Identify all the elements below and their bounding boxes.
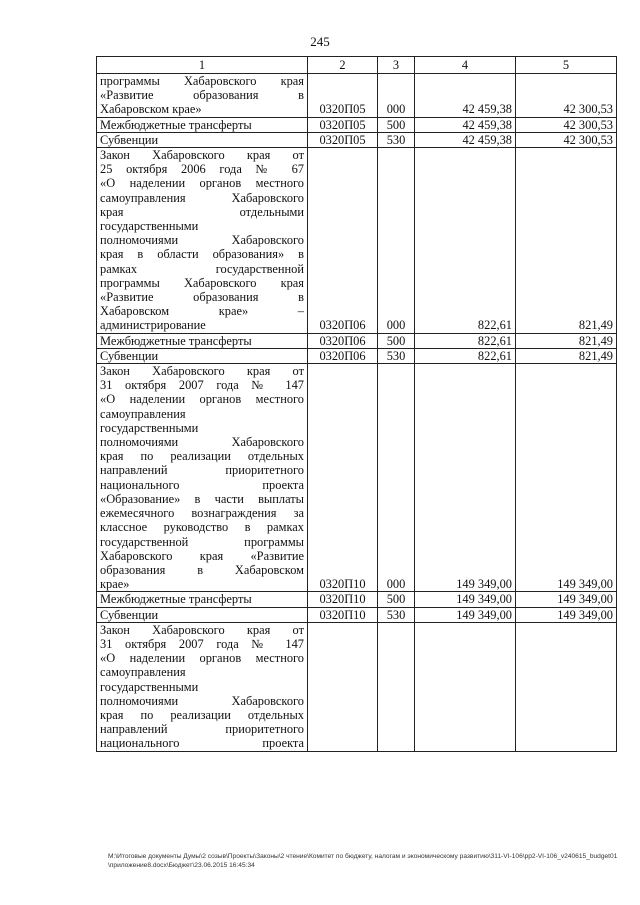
table-header-row xyxy=(97,57,617,74)
row-name-line: края по реализации отдельных xyxy=(100,449,304,464)
row-sum-col5-cell: 821,49 xyxy=(516,148,617,334)
table-row xyxy=(97,132,617,147)
row-name-cell xyxy=(97,592,308,607)
row-name-line: Закон Хабаровского края от xyxy=(100,148,304,163)
row-sum-col5-cell: 42 300,53 xyxy=(516,117,617,132)
row-sum-col5-cell: 149 349,00 xyxy=(516,607,617,622)
row-name-line: национального проекта xyxy=(100,736,304,751)
row-name-cell xyxy=(97,348,308,363)
table-row xyxy=(97,622,617,751)
row-name-cell xyxy=(97,622,308,751)
row-name-line: администрирование xyxy=(100,318,206,333)
row-name-line: самоуправления Хабаровского xyxy=(100,190,304,205)
row-type-cell: 000 xyxy=(378,74,415,118)
row-name-line: классное руководство в рамках xyxy=(100,520,304,535)
row-type-cell xyxy=(378,622,415,751)
row-name-cell xyxy=(97,132,308,147)
row-name-line: Закон Хабаровского края от xyxy=(100,364,304,379)
row-name-line: Субвенции xyxy=(100,132,159,147)
row-sum-col4-cell: 42 459,38 xyxy=(415,117,516,132)
row-name-line: «О наделении органов местного xyxy=(100,651,304,666)
row-name-line: «О наделении органов местного xyxy=(100,392,304,407)
table-row xyxy=(97,607,617,622)
row-code-cell xyxy=(308,622,378,751)
row-name-line: государственными xyxy=(100,219,199,234)
row-code-cell: 0320П06 xyxy=(308,348,378,363)
row-name-line: полномочиями Хабаровского xyxy=(100,233,304,248)
row-sum-col5-cell: 821,49 xyxy=(516,348,617,363)
row-name-cell xyxy=(97,74,308,118)
row-sum-col4-cell: 822,61 xyxy=(415,348,516,363)
table-row xyxy=(97,117,617,132)
row-name-line: края по реализации отдельных xyxy=(100,707,304,722)
row-sum-col5-cell: 42 300,53 xyxy=(516,74,617,118)
row-name-line: направлений приоритетного xyxy=(100,722,304,737)
page-number: 245 xyxy=(310,34,330,49)
row-name-line: самоуправления xyxy=(100,406,186,421)
row-name-line: Межбюджетные трансферты xyxy=(100,592,252,607)
row-type-cell: 530 xyxy=(378,348,415,363)
table-row xyxy=(97,592,617,607)
row-name-line: программы Хабаровского края xyxy=(100,74,304,88)
row-code-cell: 0320П10 xyxy=(308,364,378,592)
row-name-line: 25 октября 2006 года № 67 xyxy=(100,162,304,177)
column-header: 5 xyxy=(516,57,617,74)
row-sum-col4-cell: 42 459,38 xyxy=(415,74,516,118)
row-code-cell: 0320П10 xyxy=(308,592,378,607)
row-name-line: 31 октября 2007 года № 147 xyxy=(100,378,304,393)
table-row xyxy=(97,364,617,592)
row-name-line: «О наделении органов местного xyxy=(100,176,304,191)
row-name-line: ежемесячного вознаграждения за xyxy=(100,506,304,521)
row-name-cell xyxy=(97,607,308,622)
row-sum-col5-cell: 821,49 xyxy=(516,333,617,348)
row-type-cell: 000 xyxy=(378,148,415,334)
row-type-cell: 000 xyxy=(378,364,415,592)
row-name-line: самоуправления xyxy=(100,665,186,680)
row-code-cell: 0320П06 xyxy=(308,148,378,334)
row-name-line: программы Хабаровского края xyxy=(100,275,304,290)
row-code-cell: 0320П06 xyxy=(308,333,378,348)
row-name-cell xyxy=(97,148,308,334)
row-name-line: образования в Хабаровском xyxy=(100,562,304,577)
row-sum-col4-cell: 822,61 xyxy=(415,148,516,334)
row-code-cell: 0320П05 xyxy=(308,74,378,118)
row-code-cell: 0320П10 xyxy=(308,607,378,622)
row-sum-col5-cell: 149 349,00 xyxy=(516,592,617,607)
row-name-line: Субвенции xyxy=(100,607,159,622)
row-name-line: государственными xyxy=(100,679,199,694)
row-name-line: «Развитие образования в xyxy=(100,88,304,103)
row-name-line: национального проекта xyxy=(100,477,304,492)
row-sum-col5-cell: 42 300,53 xyxy=(516,132,617,147)
column-header: 1 xyxy=(97,57,308,74)
row-name-line: рамках государственной xyxy=(100,261,304,276)
table-row xyxy=(97,74,617,118)
row-sum-col4-cell: 822,61 xyxy=(415,333,516,348)
table-row xyxy=(97,348,617,363)
row-name-line: «Образование» в части выплаты xyxy=(100,491,304,506)
row-type-cell: 530 xyxy=(378,132,415,147)
row-name-line: государственной программы xyxy=(100,534,304,549)
file-path-footer: M:\Итоговые документы Думы\2 созыв\Проекты\Законы\2 чтение\Комитет по бюджету, налогам и экономическому развитию\311-VI-106\рр2-VI-106_v240615_budget01\приложение8.docx\Бюджет\23.06.2015 16:45:34 xyxy=(108,853,618,869)
budget-table xyxy=(96,56,617,752)
row-sum-col4-cell xyxy=(415,622,516,751)
row-name-line: Межбюджетные трансферты xyxy=(100,117,252,132)
row-type-cell: 500 xyxy=(378,117,415,132)
row-type-cell: 500 xyxy=(378,592,415,607)
row-name-line: Хабаровском крае» – xyxy=(100,304,304,319)
row-type-cell: 500 xyxy=(378,333,415,348)
row-name-line: полномочиями Хабаровского xyxy=(100,693,304,708)
row-name-line: «Развитие образования в xyxy=(100,290,304,305)
row-name-line: Субвенции xyxy=(100,348,159,363)
row-type-cell: 530 xyxy=(378,607,415,622)
row-sum-col5-cell xyxy=(516,622,617,751)
column-header: 4 xyxy=(415,57,516,74)
row-name-line: 31 октября 2007 года № 147 xyxy=(100,636,304,651)
row-name-cell xyxy=(97,333,308,348)
table-row xyxy=(97,333,617,348)
row-name-line: Межбюджетные трансферты xyxy=(100,333,252,348)
row-name-line: Хабаровского края «Развитие xyxy=(100,548,304,563)
row-name-line: Хабаровском крае» xyxy=(100,102,202,117)
row-name-line: Закон Хабаровского края от xyxy=(100,622,304,637)
row-sum-col5-cell: 149 349,00 xyxy=(516,364,617,592)
row-name-line: края отдельными xyxy=(100,204,304,219)
row-name-line: крае» xyxy=(100,577,130,592)
row-name-line: государственными xyxy=(100,420,199,435)
row-sum-col4-cell: 149 349,00 xyxy=(415,607,516,622)
column-header: 3 xyxy=(378,57,415,74)
row-name-line: края в области образования» в xyxy=(100,247,304,262)
row-name-cell xyxy=(97,117,308,132)
row-name-line: полномочиями Хабаровского xyxy=(100,435,304,450)
row-code-cell: 0320П05 xyxy=(308,132,378,147)
row-code-cell: 0320П05 xyxy=(308,117,378,132)
row-sum-col4-cell: 149 349,00 xyxy=(415,364,516,592)
row-name-line: направлений приоритетного xyxy=(100,463,304,478)
row-name-cell xyxy=(97,364,308,592)
column-header: 2 xyxy=(308,57,378,74)
row-sum-col4-cell: 149 349,00 xyxy=(415,592,516,607)
row-sum-col4-cell: 42 459,38 xyxy=(415,132,516,147)
table-row xyxy=(97,148,617,334)
